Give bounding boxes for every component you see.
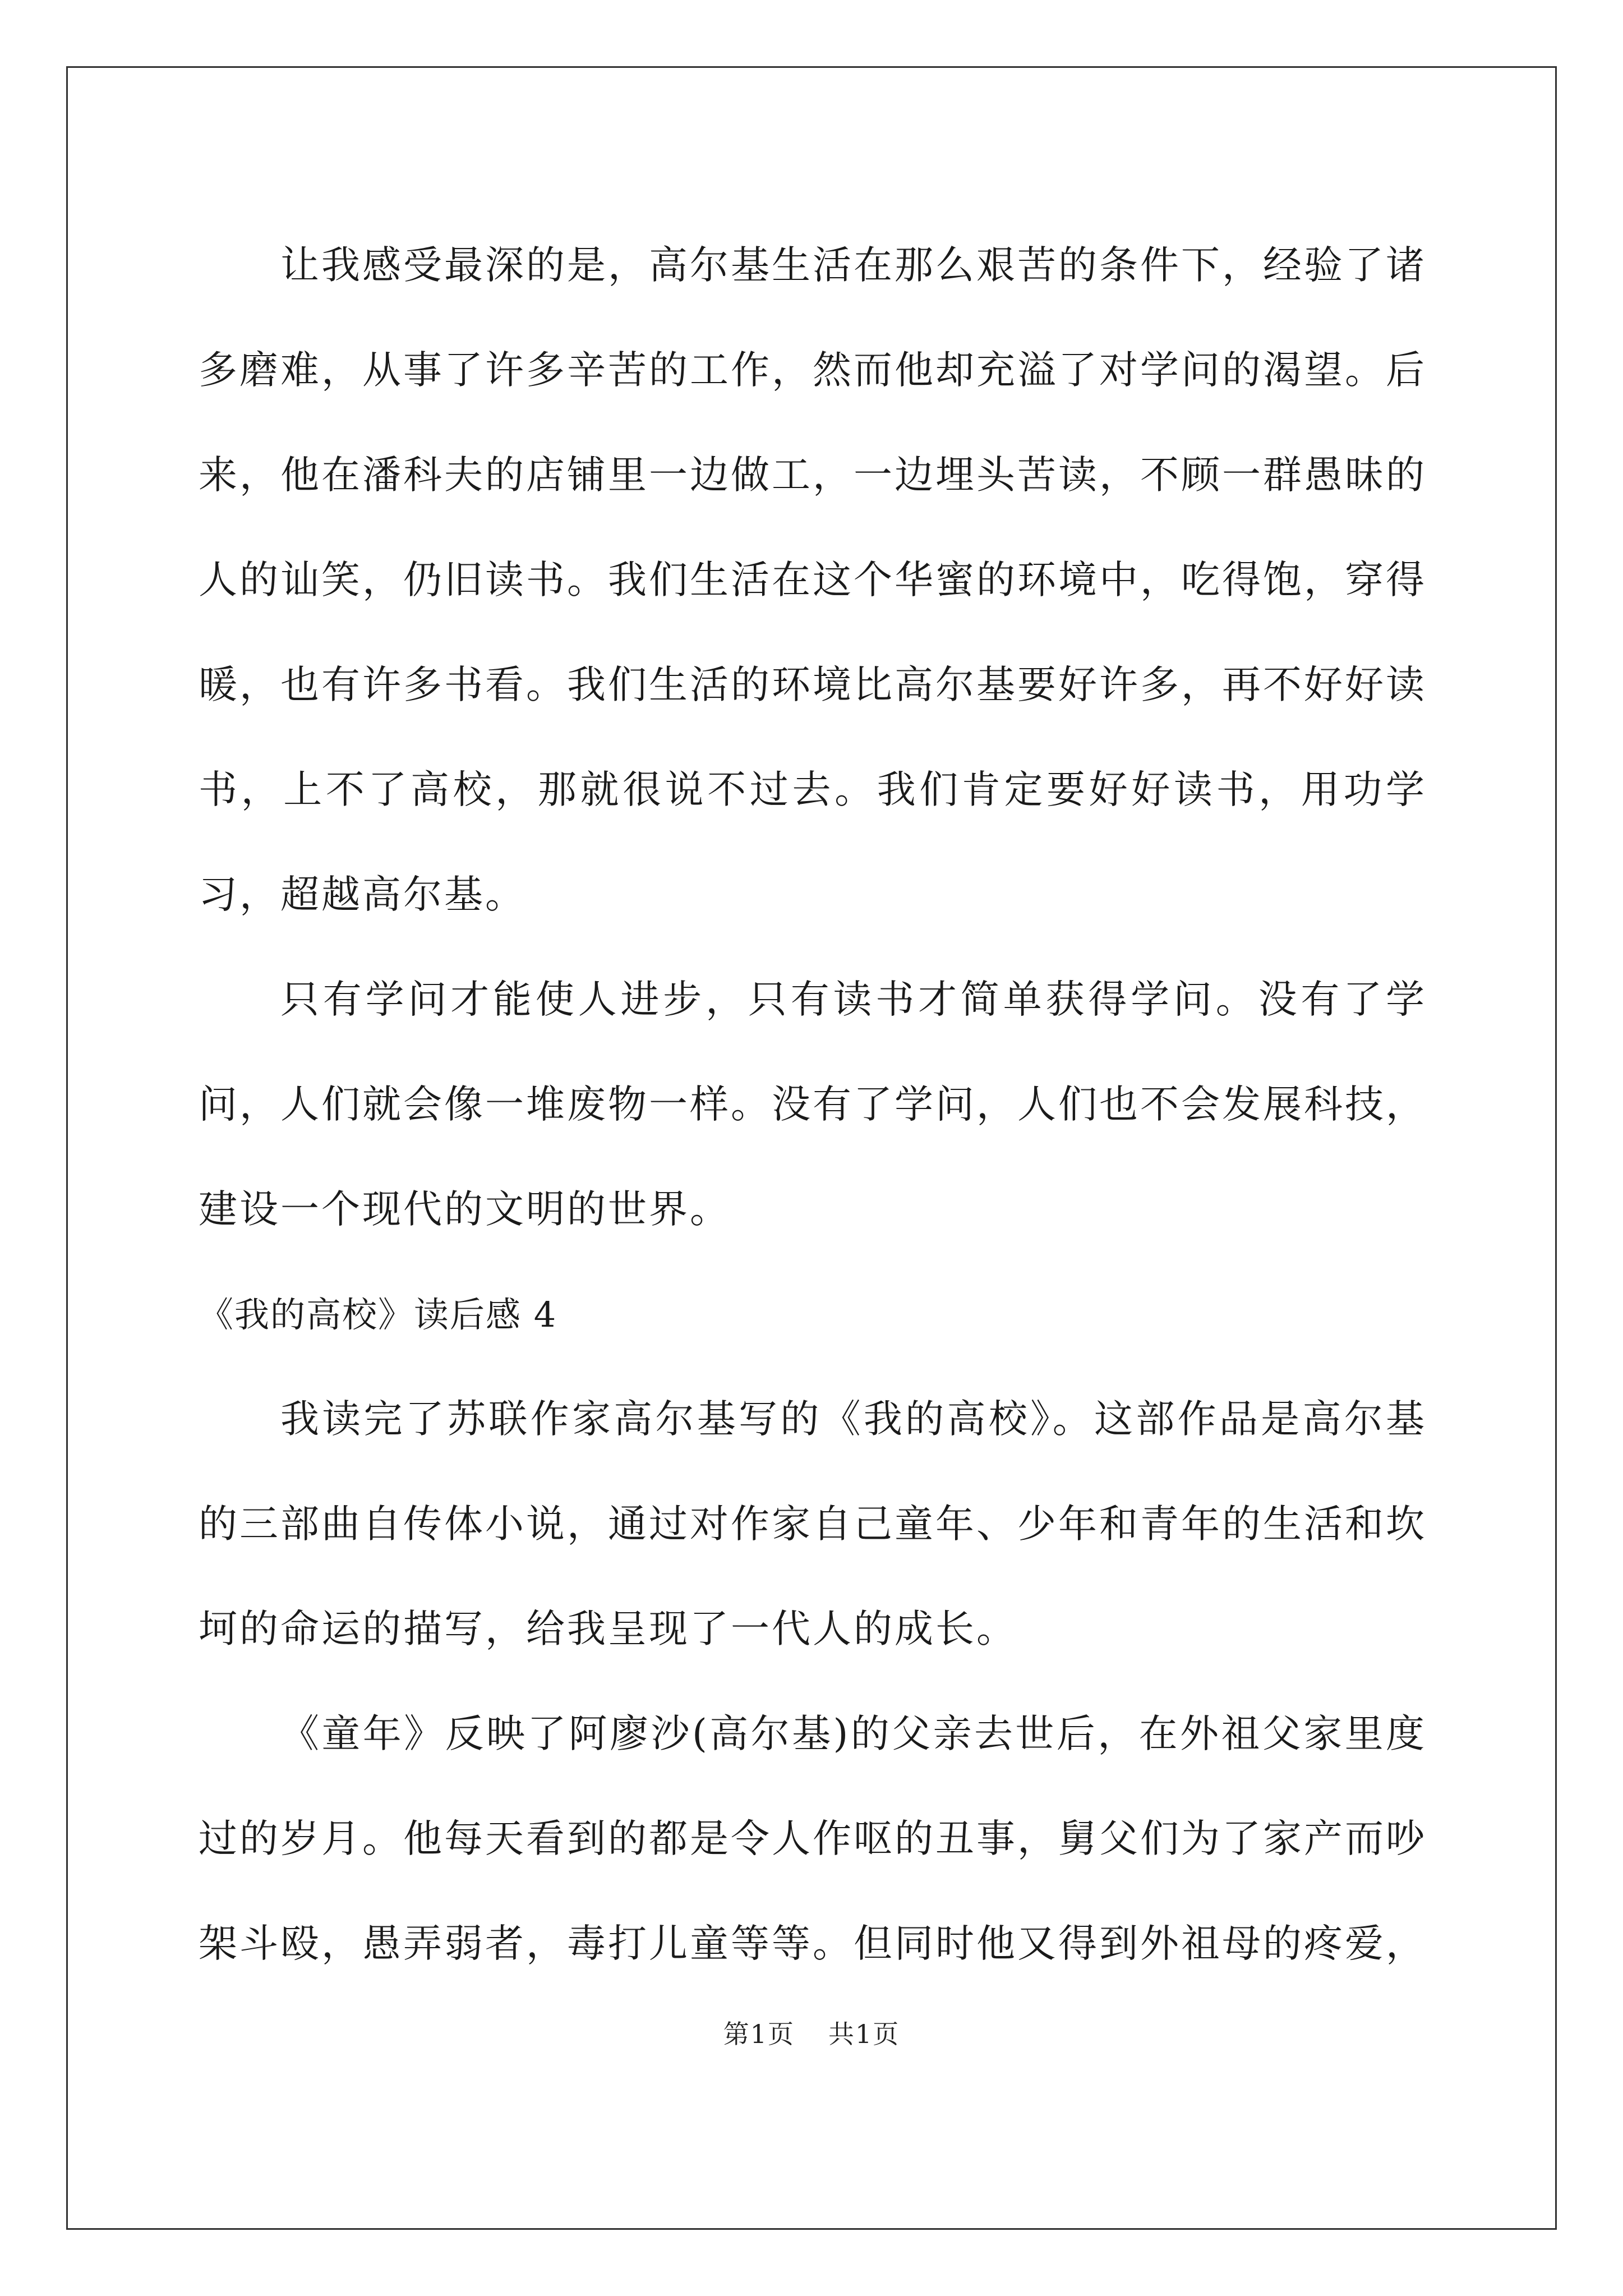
paragraph-4: 《童年》反映了阿廖沙(高尔基)的父亲去世后，在外祖父家里度过的岁月。他每天看到的都是令人作呕的丑事，舅父们为了家产而吵架斗殴，愚弄弱者，毒打儿童等等。但同时他又得到外祖母的疼爱，: [199, 1711, 1427, 1966]
paragraph-2: 只有学问才能使人进步，只有读书才简单获得学问。没有了学问，人们就会像一堆废物一样。没有了学问，人们也不会发展科技，建设一个现代的文明的世界。: [199, 977, 1427, 1232]
section-heading: 《我的高校》读后感 4: [199, 1294, 557, 1335]
paragraph-1: 让我感受最深的是，高尔基生活在那么艰苦的条件下，经验了诸多磨难，从事了许多辛苦的工作，然而他却充溢了对学问的渴望。后来，他在潘科夫的店铺里一边做工，一边埋头苦读，不顾一群愚昧的人的讪笑，仍旧读书。我们生活在这个华蜜的环境中，吃得饱，穿得暖，也有许多书看。我们生活的环境比高尔基要好许多，再不好好读书，上不了高校，那就很说不过去。我们肯定要好好读书，用功学习，超越高尔基。: [199, 243, 1427, 917]
page-total: 共1页: [828, 2019, 900, 2049]
paragraph-3: 我读完了苏联作家高尔基写的《我的高校》。这部作品是高尔基的三部曲自传体小说，通过对作家自己童年、少年和青年的生活和坎坷的命运的描写，给我呈现了一代人的成长。: [199, 1397, 1427, 1651]
document-body: [199, 213, 1427, 1996]
page-footer: [0, 2014, 1623, 2051]
page-number: 第1页: [723, 2019, 795, 2049]
